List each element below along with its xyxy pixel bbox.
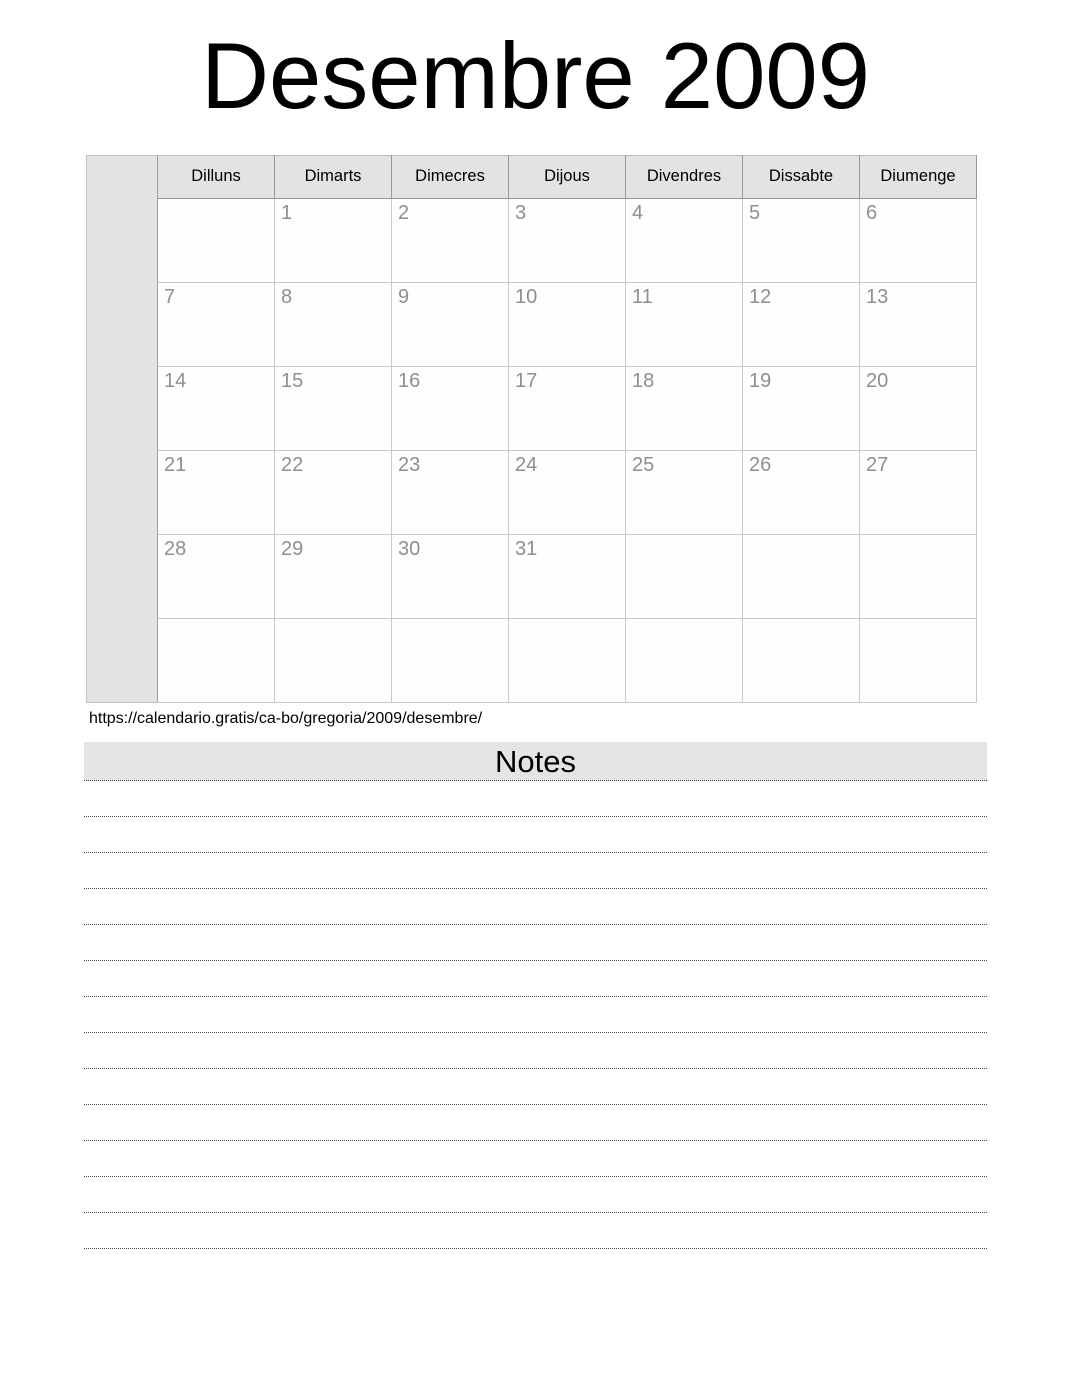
weekday-header-dimecres: Dimecres — [392, 155, 509, 198]
day-cell: 20 — [860, 366, 977, 450]
note-line — [84, 853, 987, 889]
week-row — [87, 366, 977, 450]
day-cell: 28 — [158, 534, 275, 618]
note-line — [84, 997, 987, 1033]
day-cell: 9 — [392, 282, 509, 366]
day-cell: 2 — [392, 198, 509, 282]
day-cell — [860, 618, 977, 702]
day-cell — [860, 534, 977, 618]
day-cell — [158, 198, 275, 282]
day-cell: 24 — [509, 450, 626, 534]
weekday-header-row — [87, 155, 977, 198]
day-cell: 16 — [392, 366, 509, 450]
weekday-header-dijous: Dijous — [509, 155, 626, 198]
day-cell: 29 — [275, 534, 392, 618]
day-cell — [743, 534, 860, 618]
note-line — [84, 889, 987, 925]
day-cell: 27 — [860, 450, 977, 534]
day-cell — [158, 618, 275, 702]
calendar-page — [84, 0, 987, 1249]
day-cell: 23 — [392, 450, 509, 534]
weekday-header-dissabte: Dissabte — [743, 155, 860, 198]
week-row — [87, 450, 977, 534]
day-cell: 7 — [158, 282, 275, 366]
day-cell: 8 — [275, 282, 392, 366]
day-cell: 10 — [509, 282, 626, 366]
note-line — [84, 1141, 987, 1177]
note-line — [84, 1105, 987, 1141]
day-cell: 17 — [509, 366, 626, 450]
day-cell: 13 — [860, 282, 977, 366]
notes-title: Notes — [84, 742, 987, 781]
day-cell — [392, 618, 509, 702]
weekday-header-diumenge: Diumenge — [860, 155, 977, 198]
weekday-header-dimarts: Dimarts — [275, 155, 392, 198]
day-cell — [509, 618, 626, 702]
day-cell: 18 — [626, 366, 743, 450]
weekday-header-dilluns: Dilluns — [158, 155, 275, 198]
day-cell: 15 — [275, 366, 392, 450]
notes-section — [84, 742, 987, 1249]
day-cell: 6 — [860, 198, 977, 282]
day-cell: 4 — [626, 198, 743, 282]
note-line — [84, 961, 987, 997]
day-cell — [275, 618, 392, 702]
note-line — [84, 1069, 987, 1105]
day-cell: 12 — [743, 282, 860, 366]
page-title: Desembre 2009 — [201, 23, 870, 128]
day-cell — [626, 534, 743, 618]
note-line — [84, 1033, 987, 1069]
note-line — [84, 781, 987, 817]
note-line — [84, 1177, 987, 1213]
notes-lines — [84, 781, 987, 1249]
day-cell: 25 — [626, 450, 743, 534]
day-cell: 26 — [743, 450, 860, 534]
weekday-header-divendres: Divendres — [626, 155, 743, 198]
day-cell: 21 — [158, 450, 275, 534]
calendar-table — [86, 155, 977, 703]
day-cell: 19 — [743, 366, 860, 450]
day-cell: 11 — [626, 282, 743, 366]
day-cell: 14 — [158, 366, 275, 450]
day-cell: 22 — [275, 450, 392, 534]
note-line — [84, 817, 987, 853]
day-cell: 1 — [275, 198, 392, 282]
day-cell — [626, 618, 743, 702]
side-column — [87, 155, 158, 702]
note-line — [84, 925, 987, 961]
week-row — [87, 282, 977, 366]
day-cell: 30 — [392, 534, 509, 618]
source-url-link[interactable]: https://calendario.gratis/ca-bo/gregoria/2009/desembre/ — [89, 709, 483, 727]
day-cell: 3 — [509, 198, 626, 282]
note-line — [84, 1213, 987, 1249]
day-cell — [743, 618, 860, 702]
week-row — [87, 198, 977, 282]
day-cell: 5 — [743, 198, 860, 282]
week-row — [87, 534, 977, 618]
day-cell: 31 — [509, 534, 626, 618]
week-row — [87, 618, 977, 702]
